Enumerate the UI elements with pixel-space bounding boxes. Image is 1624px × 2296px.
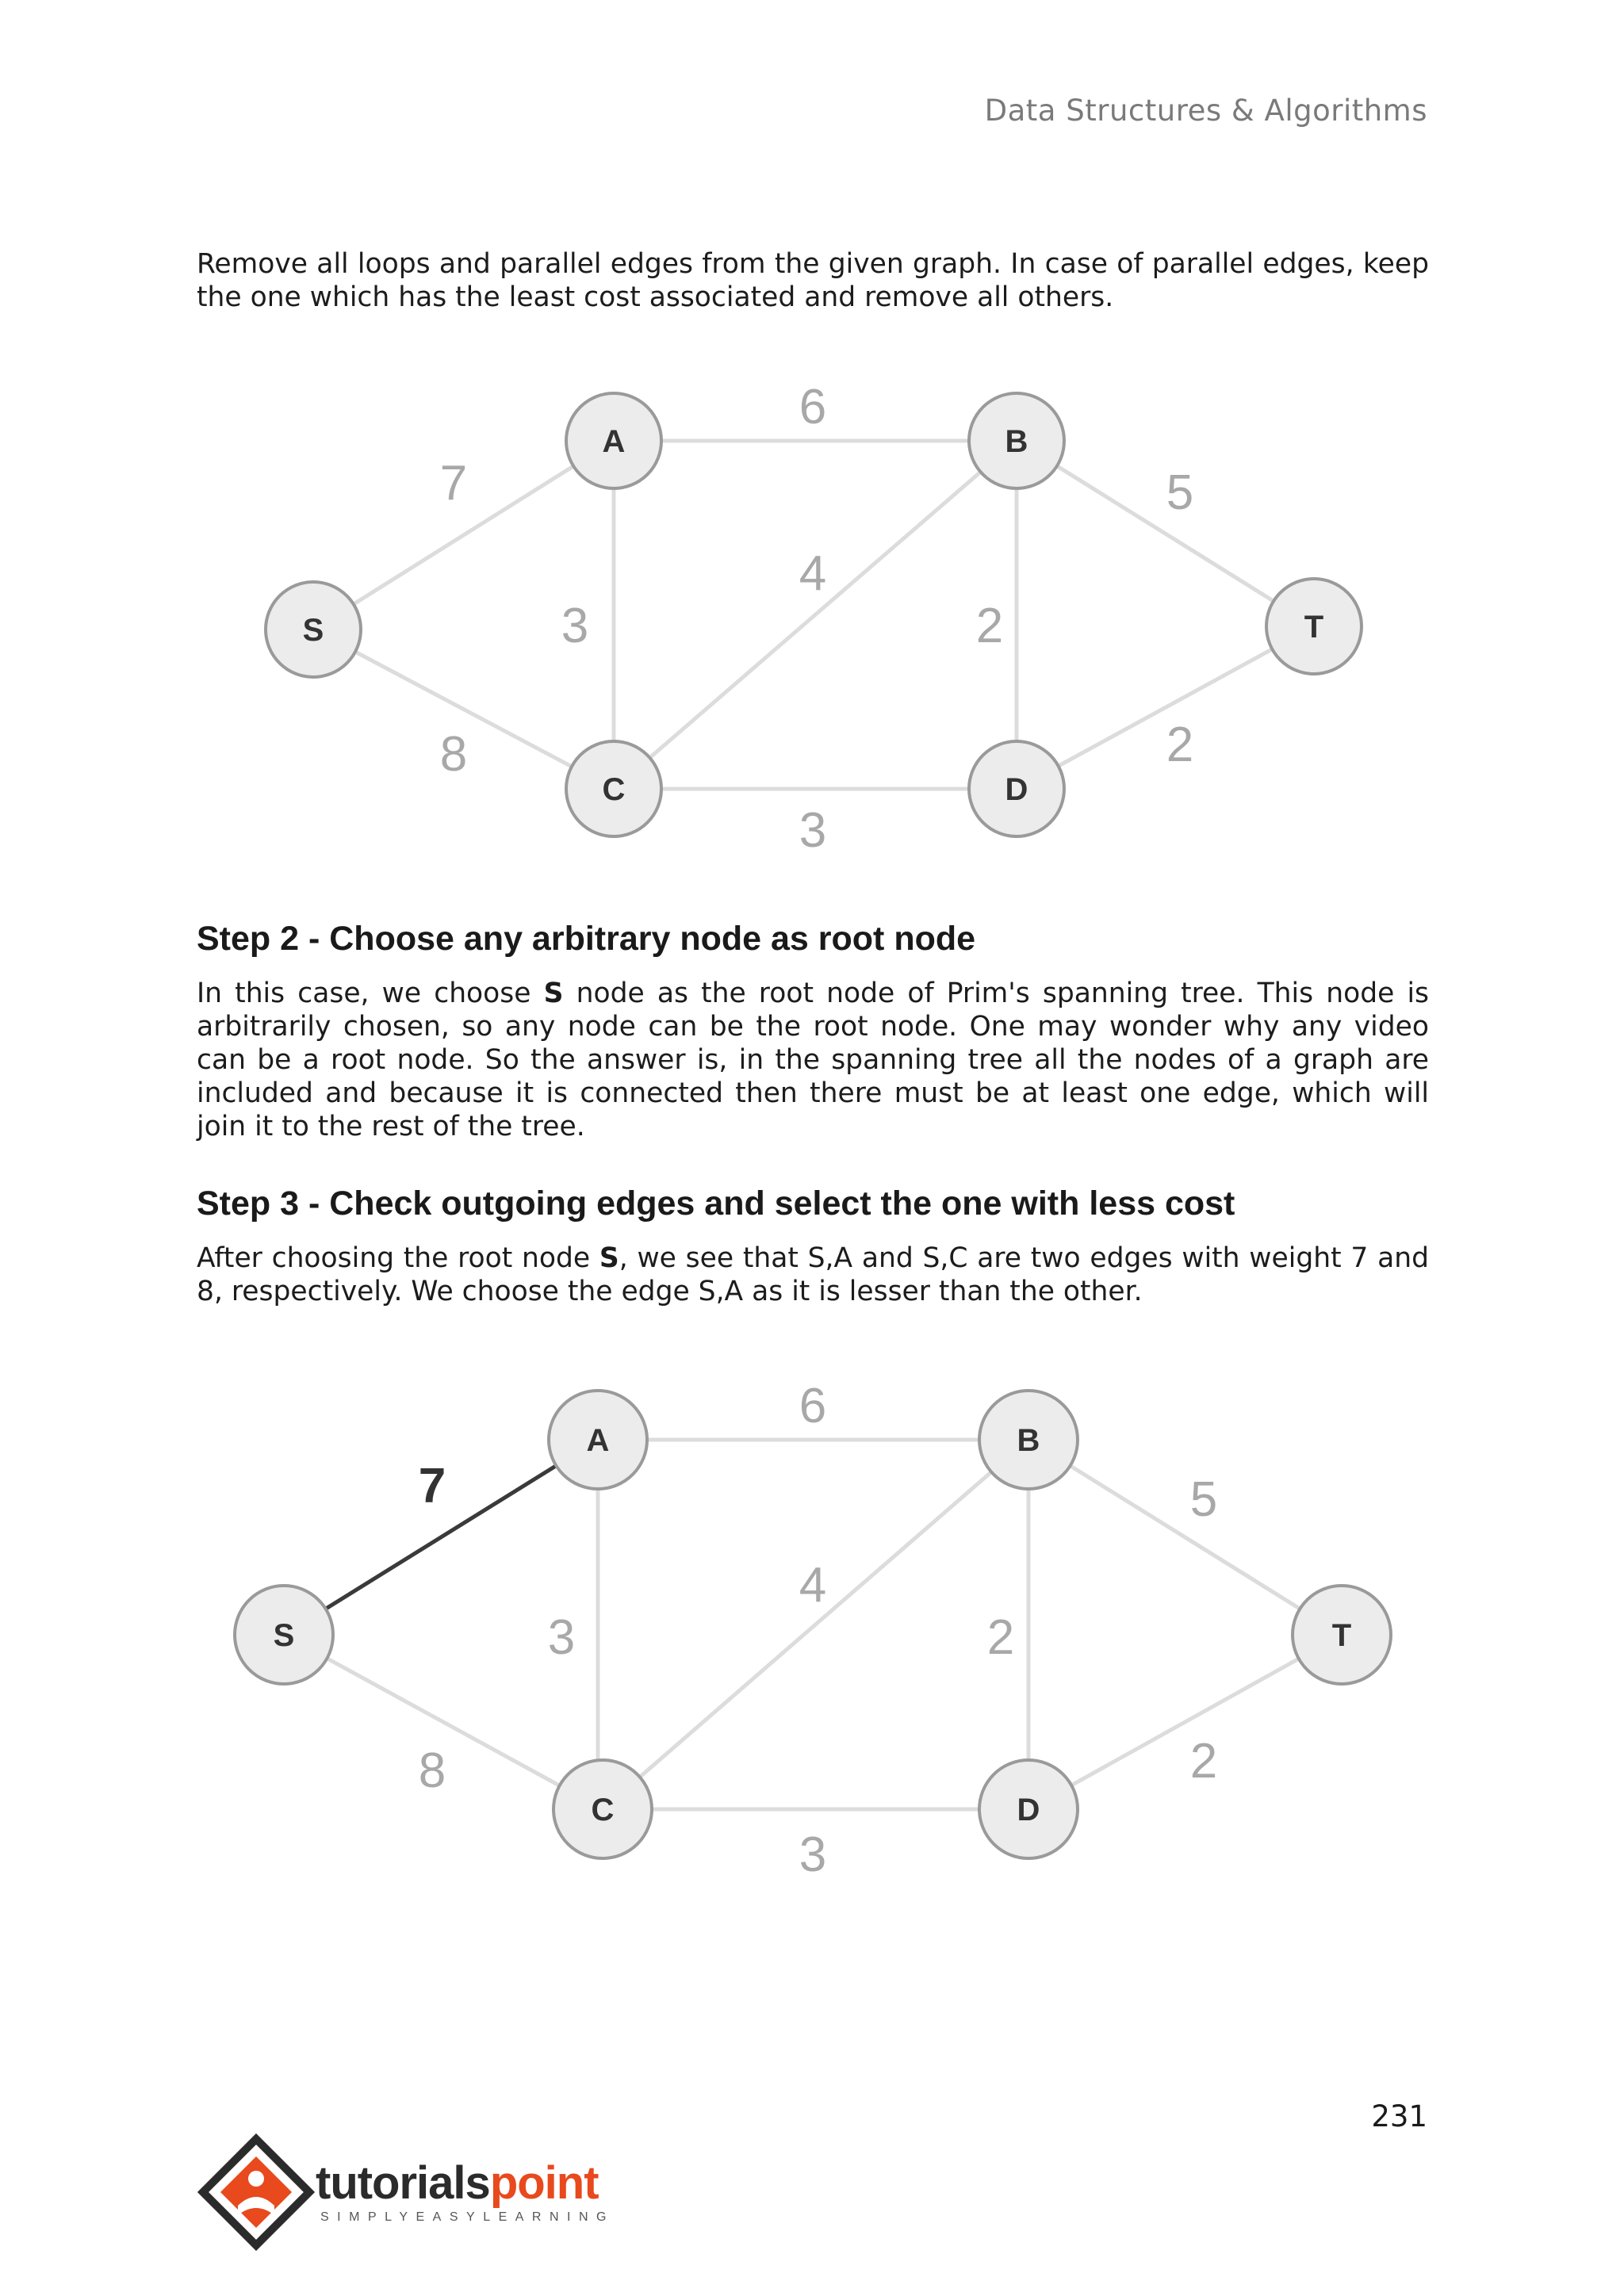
graph-diagram-1 <box>238 365 1411 872</box>
step3-heading: Step 3 - Check outgoing edges and select the one with less cost <box>197 1184 1235 1223</box>
edge-label-b-t: 5 <box>1189 1472 1218 1527</box>
edge-label-s-c: 8 <box>418 1743 446 1798</box>
edge-b-c <box>603 1440 1028 1809</box>
logo-tagline: SIMPLYEASYLEARNING <box>320 2210 615 2224</box>
logo-wordmark: tutorialspoint <box>316 2157 599 2209</box>
edge-d-t <box>1028 1635 1342 1809</box>
step3-paragraph: After choosing the root node S, we see that S,A and S,C are two edges with weight 7 and 8, respectively. We choose the edge S,A as it is lesser than the other. <box>197 1242 1429 1307</box>
node-label-t: T <box>1304 610 1324 645</box>
step2-heading: Step 2 - Choose any arbitrary node as root node <box>197 920 976 958</box>
edge-label-b-d: 2 <box>975 599 1004 653</box>
edge-label-c-d: 3 <box>799 1827 827 1882</box>
edge-d-t <box>1017 626 1314 789</box>
node-label-c: C <box>602 772 626 807</box>
bold-s: S <box>599 1242 619 1274</box>
graph-diagram-2 <box>214 1364 1419 1887</box>
logo-diamond-icon <box>197 2133 316 2252</box>
node-label-b: B <box>1005 424 1028 459</box>
edge-label-b-c: 4 <box>799 1558 827 1613</box>
node-label-c: C <box>591 1793 615 1827</box>
edge-label-a-b: 6 <box>799 380 827 434</box>
edge-b-c <box>614 441 1017 789</box>
step2-paragraph: In this case, we choose S node as the root node of Prim's spanning tree. This node is arbitrarily chosen, so any node can be the root node. One may wonder why any video can be a root node. So the answer is, in the spanning tree all the nodes of a graph are included and because it is connected then there must be at least one edge, which will join it to the rest of the tree. <box>197 978 1430 1142</box>
node-label-a: A <box>602 424 626 459</box>
bold-s: S <box>543 978 564 1009</box>
edge-label-a-c: 3 <box>561 599 589 653</box>
edge-b-t <box>1028 1440 1342 1635</box>
edge-label-b-d: 2 <box>986 1610 1015 1665</box>
edge-b-t <box>1017 441 1314 626</box>
node-label-d: D <box>1005 772 1028 807</box>
edge-label-c-d: 3 <box>799 803 827 858</box>
edge-label-a-b: 6 <box>799 1379 827 1433</box>
node-label-d: D <box>1017 1793 1040 1827</box>
running-header: Data Structures & Algorithms <box>984 94 1427 128</box>
node-label-a: A <box>586 1423 610 1458</box>
edge-label-a-c: 3 <box>547 1610 576 1665</box>
edge-label-d-t: 2 <box>1189 1734 1218 1789</box>
node-label-s: S <box>273 1618 295 1653</box>
edge-label-b-c: 4 <box>799 546 827 601</box>
edge-label-b-t: 5 <box>1166 465 1194 520</box>
node-label-b: B <box>1017 1423 1040 1458</box>
edge-label-s-a: 7 <box>439 456 468 511</box>
node-label-s: S <box>302 613 324 648</box>
page-number: 231 <box>1371 2099 1427 2133</box>
node-label-t: T <box>1331 1618 1352 1653</box>
tutorialspoint-logo <box>197 2133 641 2252</box>
edge-label-d-t: 2 <box>1166 718 1194 772</box>
edge-label-s-c: 8 <box>439 727 468 782</box>
intro-paragraph: Remove all loops and parallel edges from the given graph. In case of parallel edges, keep the one which has the least cost associated and remove all others. <box>197 248 1429 313</box>
edge-label-s-a: 7 <box>418 1459 446 1513</box>
